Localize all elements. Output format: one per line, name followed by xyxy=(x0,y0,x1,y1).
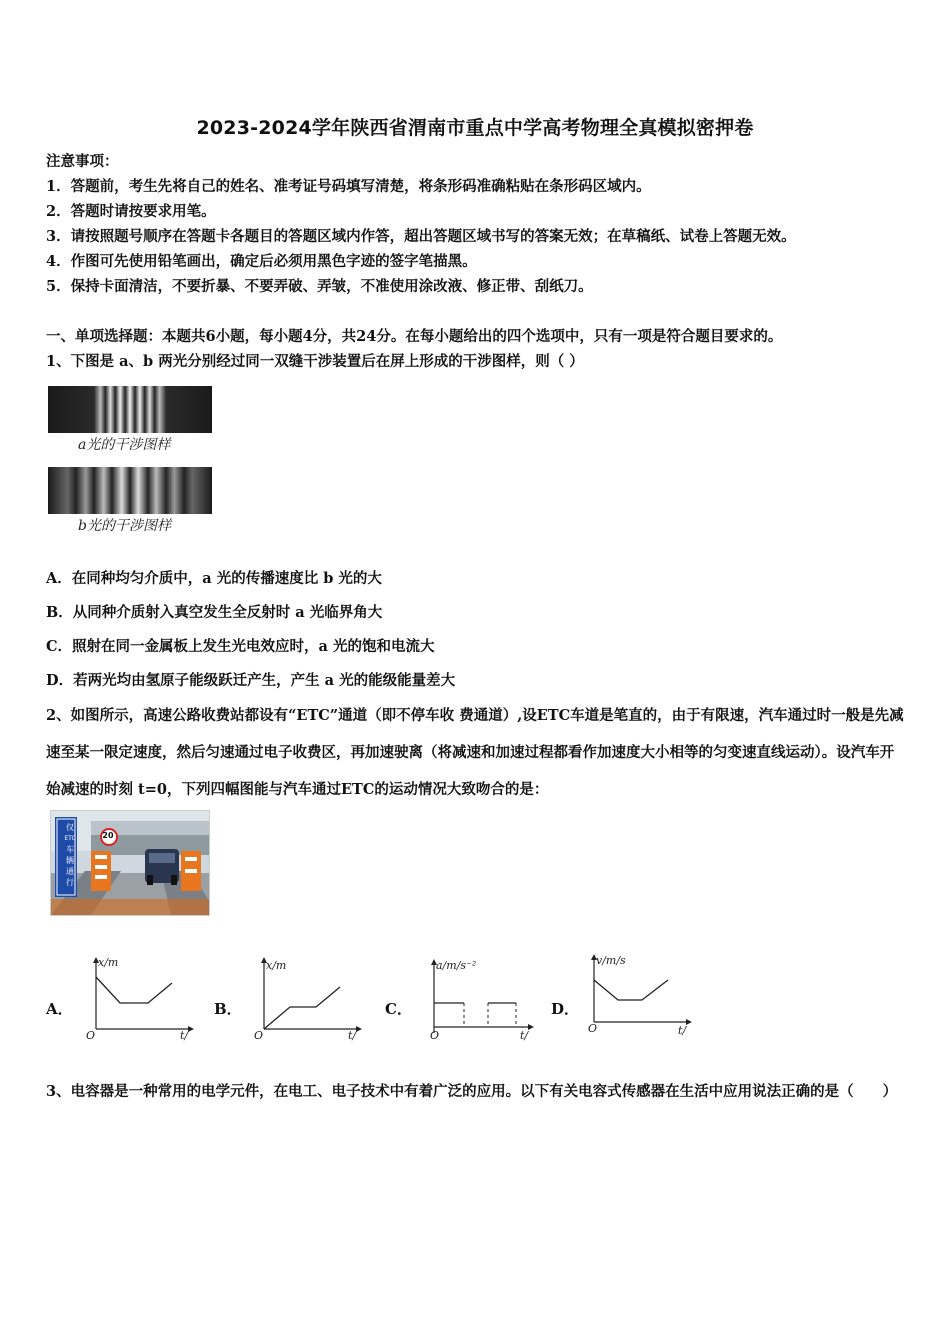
sign-char: 仅 xyxy=(66,823,74,832)
graph-d-origin: O xyxy=(588,1022,598,1035)
sign-char: ETC xyxy=(64,835,76,842)
graph-d-x-label: t/ xyxy=(678,1024,687,1036)
speed-limit-sign: 20 xyxy=(102,831,114,840)
notice-item-4: 4．作图可先使用铅笔画出，确定后必须用黑色字迹的签字笔描黑。 xyxy=(46,253,477,270)
graph-b-x-label: t/ xyxy=(348,1029,357,1041)
notice-heading: 注意事项： xyxy=(46,153,119,170)
notice-item-3: 3．请按照题号顺序在答题卡各题目的答题区域内作答，超出答题区域书写的答案无效；在草稿纸、试卷上答题无效。 xyxy=(46,228,796,245)
notice-item-1: 1．答题前，考生先将自己的姓名、准考证号码填写清楚，将条形码准确粘贴在条形码区域内。 xyxy=(46,178,651,195)
q2-option-a-label: A． xyxy=(46,1000,73,1018)
graph-d xyxy=(584,950,694,1036)
graph-c-x-label: t/ xyxy=(520,1029,529,1041)
q1-option-d: D．若两光均由氢原子能级跃迁产生，产生 a 光的能级能量差大 xyxy=(46,672,456,689)
notice-item-2: 2．答题时请按要求用笔。 xyxy=(46,203,216,220)
graph-a xyxy=(84,955,194,1041)
graph-c xyxy=(424,955,536,1041)
q1-stem: 1、下图是 a、b 两光分别经过同一双缝干涉装置后在屏上形成的干涉图样，则（ ） xyxy=(46,353,584,370)
graph-c-y-label: a/m/s⁻² xyxy=(436,959,477,972)
fringe-pattern-a-image xyxy=(48,386,212,433)
graph-b xyxy=(252,955,362,1041)
q2-stem: 2、如图所示，高速公路收费站都设有“ETC”通道（即不停车收 费通道）,设ETC车道是笔直的，由于有限速，汽车通过时一般是先减速至某一限定速度，然后匀速通过电子收费区，再加速驶离（将减速和加速过程都看作加速度大小相等的匀变速直线运动）。设汽车开始减速的时刻 t=0，下列四幅图能与汽车通过ETC的运动情况大致吻合的是： xyxy=(46,707,904,798)
q1-option-a: A．在同种均匀介质中，a 光的传播速度比 b 光的大 xyxy=(46,570,382,587)
sign-char: 辆 xyxy=(66,856,74,865)
q1-option-b: B．从同种介质射入真空发生全反射时 a 光临界角大 xyxy=(46,604,383,621)
graph-d-y-label: v/m/s xyxy=(596,954,626,967)
section-heading: 一、单项选择题：本题共6小题，每小题4分，共24分。在每小题给出的四个选项中，只有一项是符合题目要求的。 xyxy=(46,328,783,345)
q2-option-b-label: B． xyxy=(214,1000,242,1018)
fringe-pattern-b-image xyxy=(48,467,212,514)
graph-a-y-label: x/m xyxy=(98,956,119,969)
q2-option-c-label: C． xyxy=(385,1000,412,1018)
page-title: 2023-2024学年陕西省渭南市重点中学高考物理全真模拟密押卷 xyxy=(196,117,754,139)
sign-char: 车 xyxy=(66,845,74,854)
notice-item-5: 5．保持卡面清洁，不要折暴、不要弄破、弄皱，不准使用涂改液、修正带、刮纸刀。 xyxy=(46,278,593,295)
sign-char: 行 xyxy=(66,878,74,887)
etc-sign xyxy=(62,822,78,888)
sign-char: 通 xyxy=(66,867,74,876)
fringe-caption-b: b光的干涉图样 xyxy=(78,518,171,534)
graph-a-origin: O xyxy=(86,1029,96,1041)
q2-option-d-label: D． xyxy=(551,1000,580,1018)
graph-b-origin: O xyxy=(254,1029,264,1041)
graph-c-origin: O xyxy=(430,1029,440,1041)
graph-a-x-label: t/ xyxy=(180,1029,189,1041)
fringe-caption-a: a光的干涉图样 xyxy=(78,437,171,453)
graph-b-y-label: x/m xyxy=(266,959,287,972)
q1-option-c: C．照射在同一金属板上发生光电效应时，a 光的饱和电流大 xyxy=(46,638,435,655)
q3-stem: 3、电容器是一种常用的电学元件，在电工、电子技术中有着广泛的应用。以下有关电容式传感器在生活中应用说法正确的是（ ） xyxy=(46,1083,898,1100)
